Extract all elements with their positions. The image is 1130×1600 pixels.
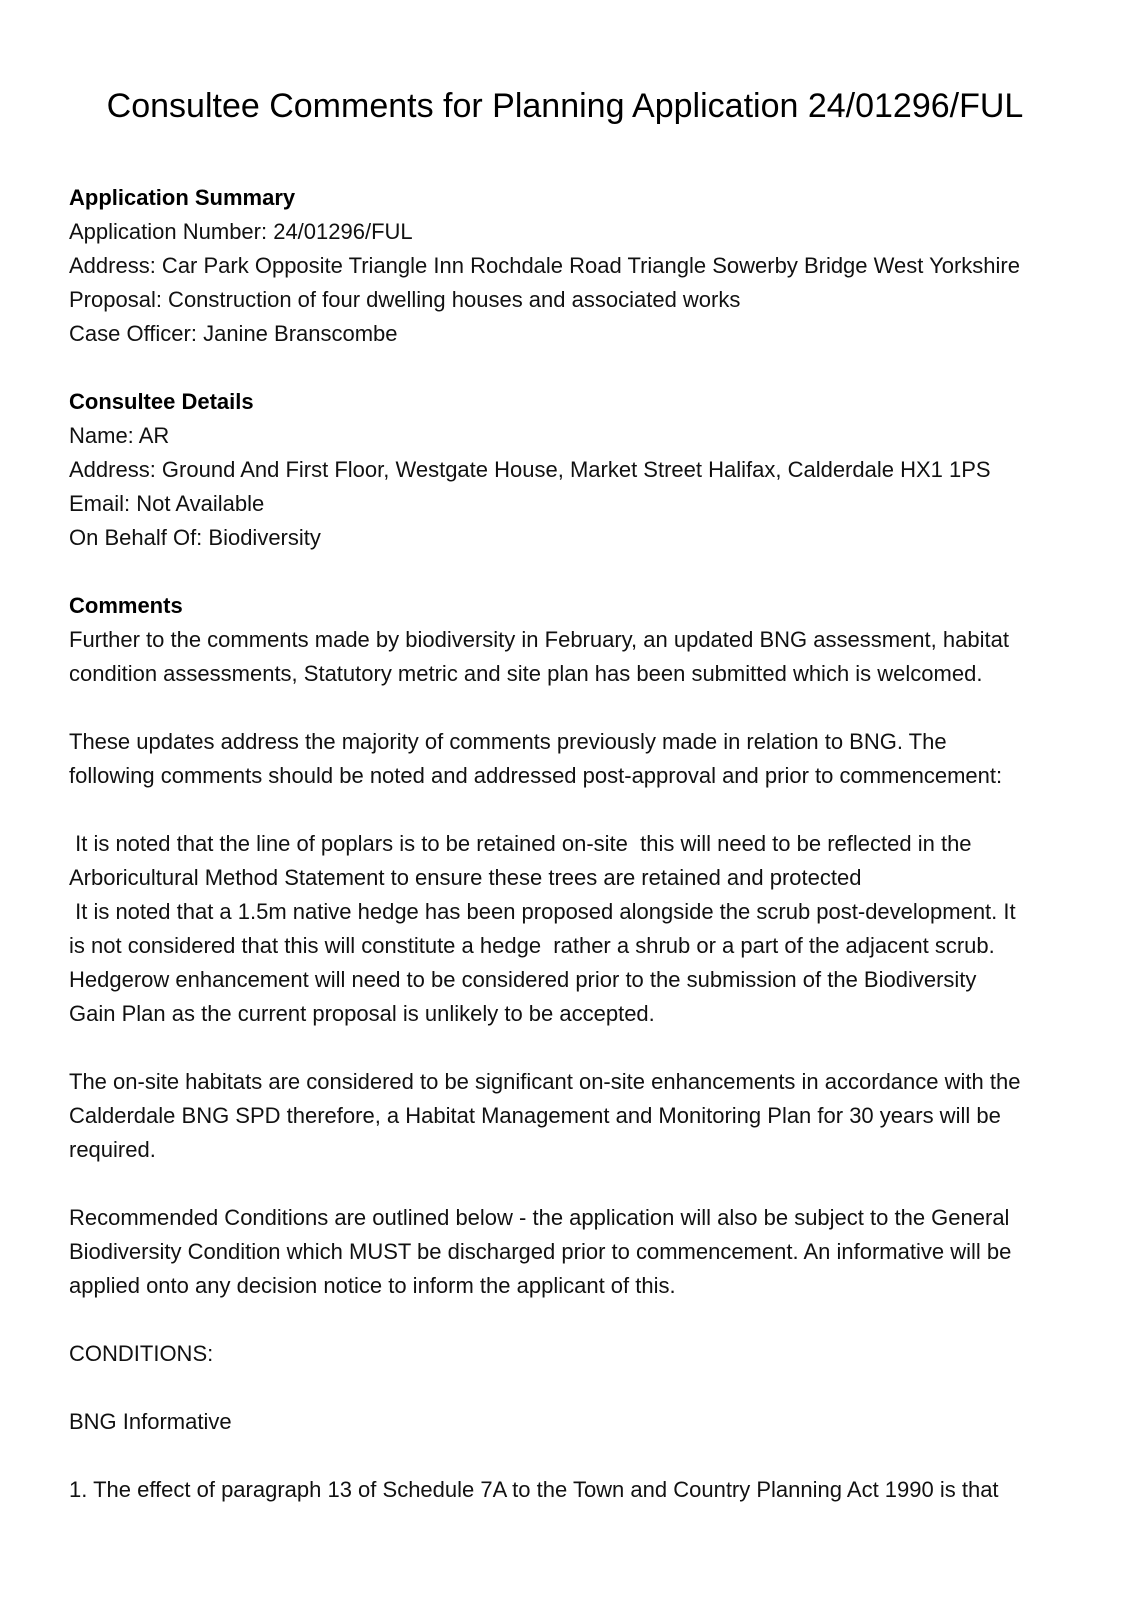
comment-paragraph: [69, 623, 1069, 691]
consultee-details-heading: Consultee Details: [69, 389, 254, 414]
comments-heading: Comments: [69, 593, 183, 618]
consultee-address: Address: Ground And First Floor, Westgate House, Market Street Halifax, Calderdale HX1 1PS: [69, 457, 991, 482]
spacer: [69, 793, 1069, 827]
paragraph-line: following comments should be noted and addressed post-approval and prior to commencement:: [69, 763, 1003, 788]
spacer: [69, 1303, 1069, 1337]
paragraph-line: condition assessments, Statutory metric and site plan has been submitted which is welcomed.: [69, 661, 983, 686]
conditions-label: CONDITIONS:: [69, 1341, 214, 1366]
comment-paragraph: [69, 1201, 1069, 1303]
application-summary-heading: Application Summary: [69, 185, 296, 210]
numbered-item: 1. The effect of paragraph 13 of Schedule 7A to the Town and Country Planning Act 1990 is that: [69, 1477, 999, 1502]
paragraph-line: required.: [69, 1137, 156, 1162]
application-address: Address: Car Park Opposite Triangle Inn Rochdale Road Triangle Sowerby Bridge West Yorkshire: [69, 253, 1020, 278]
paragraph-line: is not considered that this will constitute a hedge rather a shrub or a part of the adjacent scrub.: [69, 933, 995, 958]
spacer: [69, 691, 1069, 725]
application-summary-section: [69, 181, 1069, 351]
consultee-name: Name: AR: [69, 423, 170, 448]
document-body: [69, 181, 1069, 1507]
application-number: Application Number: 24/01296/FUL: [69, 219, 413, 244]
paragraph-line: Further to the comments made by biodiversity in February, an updated BNG assessment, habitat: [69, 627, 1009, 652]
paragraph-line: These updates address the majority of comments previously made in relation to BNG. The: [69, 729, 947, 754]
paragraph-line: Calderdale BNG SPD therefore, a Habitat Management and Monitoring Plan for 30 years will be: [69, 1103, 1001, 1128]
comment-paragraph: [69, 827, 1069, 1031]
case-officer: Case Officer: Janine Branscombe: [69, 321, 398, 346]
consultee-on-behalf-of: On Behalf Of: Biodiversity: [69, 525, 321, 550]
paragraph-line: Biodiversity Condition which MUST be discharged prior to commencement. An informative will be: [69, 1239, 1012, 1264]
comment-paragraph: [69, 1065, 1069, 1167]
spacer: [69, 351, 1069, 385]
paragraph-line: It is noted that the line of poplars is to be retained on-site this will need to be reflected in the: [69, 831, 972, 856]
bng-informative-label: BNG Informative: [69, 1409, 232, 1434]
paragraph-line: The on-site habitats are considered to be significant on-site enhancements in accordance with the: [69, 1069, 1021, 1094]
spacer: [69, 1371, 1069, 1405]
spacer: [69, 1167, 1069, 1201]
paragraph-line: Gain Plan as the current proposal is unlikely to be accepted.: [69, 1001, 655, 1026]
comment-paragraph: [69, 725, 1069, 793]
spacer: [69, 555, 1069, 589]
application-proposal: Proposal: Construction of four dwelling houses and associated works: [69, 287, 741, 312]
paragraph-line: Arboricultural Method Statement to ensure these trees are retained and protected: [69, 865, 862, 890]
consultee-email: Email: Not Available: [69, 491, 265, 516]
consultee-details-section: [69, 385, 1069, 555]
paragraph-line: applied onto any decision notice to inform the applicant of this.: [69, 1273, 676, 1298]
paragraph-line: Recommended Conditions are outlined below - the application will also be subject to the General: [69, 1205, 1010, 1230]
paragraph-line: It is noted that a 1.5m native hedge has been proposed alongside the scrub post-development. It: [69, 899, 1016, 924]
spacer: [69, 1031, 1069, 1065]
comments-section: [69, 589, 1069, 1507]
spacer: [69, 1439, 1069, 1473]
document-title: Consultee Comments for Planning Application 24/01296/FUL: [106, 87, 1024, 125]
paragraph-line: Hedgerow enhancement will need to be considered prior to the submission of the Biodiversity: [69, 967, 977, 992]
